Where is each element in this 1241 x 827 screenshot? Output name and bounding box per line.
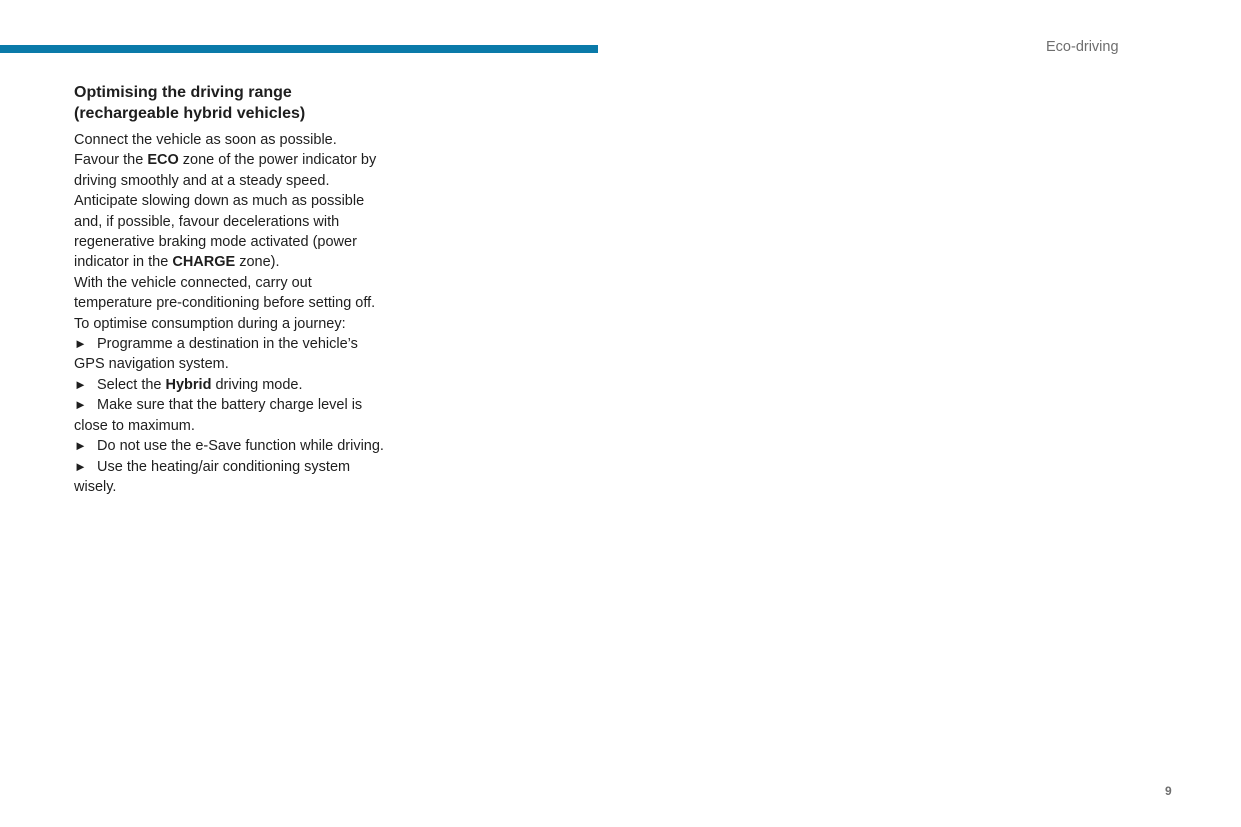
header-accent-bar [0, 45, 598, 53]
text-line: To optimise consumption during a journey: [74, 315, 346, 332]
text-line: Connect the vehicle as soon as possible. [74, 132, 337, 148]
text-line [74, 252, 414, 272]
eco-keyword: ECO [147, 152, 179, 169]
list-item [74, 395, 414, 415]
body-text [74, 130, 414, 334]
list-item [74, 334, 414, 354]
list-item-text: Programme a destination in the vehicle’s [97, 336, 358, 353]
triangle-bullet-icon: ► [74, 336, 87, 352]
triangle-bullet-icon: ► [74, 376, 87, 392]
charge-keyword: CHARGE [172, 254, 236, 271]
section-label: Eco-driving [1046, 39, 1119, 55]
list-item-text: Use the heating/air conditioning system [97, 458, 351, 475]
list-item-text: Make sure that the battery charge level is [97, 397, 363, 414]
list-item-text: Select the [97, 376, 166, 393]
text-line: temperature pre-conditioning before setting off. [74, 295, 376, 312]
main-content [74, 82, 414, 497]
text-line: With the vehicle connected, carry out [74, 274, 312, 291]
list-item-text: Do not use the e-Save function while driving. [97, 438, 384, 455]
hybrid-keyword: Hybrid [165, 376, 212, 393]
page-heading [74, 82, 414, 124]
text-line [74, 150, 414, 170]
triangle-bullet-icon: ► [74, 458, 87, 474]
triangle-bullet-icon: ► [74, 397, 87, 413]
heading-line-1: Optimising the driving range [74, 84, 292, 101]
text-line: and, if possible, favour decelerations with [74, 213, 340, 230]
list-item-continuation: close to maximum. [74, 417, 195, 434]
list-item [74, 457, 414, 477]
text-line: regenerative braking mode activated (power [74, 234, 357, 251]
list-item [74, 436, 414, 456]
text-run: indicator in the [74, 254, 173, 271]
page-number: 9 [1165, 784, 1172, 798]
text-run: Favour the [74, 152, 148, 169]
text-run: zone). [235, 254, 280, 271]
triangle-bullet-icon: ► [74, 438, 87, 454]
list-item-continuation: GPS navigation system. [74, 356, 229, 373]
list-item-text: driving mode. [211, 376, 303, 393]
heading-line-2: (rechargeable hybrid vehicles) [74, 105, 306, 122]
text-line: Anticipate slowing down as much as possible [74, 193, 365, 210]
list-item-continuation: wisely. [74, 478, 117, 495]
text-line: driving smoothly and at a steady speed. [74, 172, 330, 189]
bullet-list [74, 334, 414, 497]
text-run: zone of the power indicator by [178, 152, 377, 169]
list-item [74, 375, 414, 395]
